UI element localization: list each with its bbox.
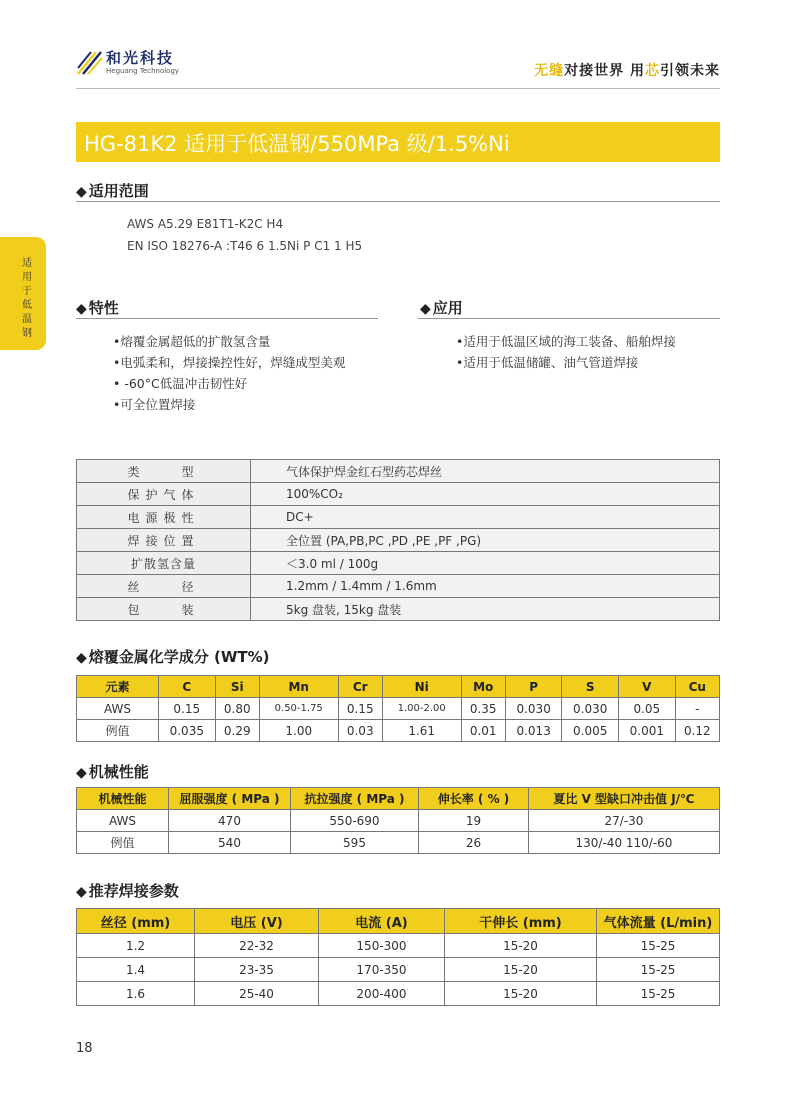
list-item: •适用于低温区域的海工装备、船舶焊接 (456, 334, 676, 349)
table-header-row: 丝径 (mm) 电压 (V) 电流 (A) 干伸长 (mm) 气体流量 (L/min) (77, 909, 720, 934)
table-header-row: 机械性能 屈服强度 ( MPa ) 抗拉强度 ( MPa ) 伸长率 ( % ) 夏比 V 型缺口冲击值 J/℃ (77, 788, 720, 810)
slogan-part-2: 对接世界 用 (564, 63, 645, 79)
table-row: AWS 470 550-690 19 27/-30 (77, 810, 720, 832)
table-row: 包 装 5kg 盘装, 15kg 盘装 (77, 598, 720, 621)
features-list (113, 331, 345, 415)
scope-divider (76, 201, 720, 202)
table-row: 例值 540 595 26 130/-40 110/-60 (77, 832, 720, 854)
chemistry-table (76, 675, 720, 742)
logo-english-name: Heguang Technology (106, 67, 180, 75)
logo-chinese-name: 和光科技 (106, 49, 175, 67)
side-category-tab (0, 237, 46, 350)
slogan-part-1: 无缝 (534, 63, 565, 79)
scope-heading: ◆ 适用范围 (76, 182, 149, 200)
applications-divider (418, 318, 720, 319)
slogan (534, 60, 720, 80)
welding-heading: ◆ 推荐焊接参数 (76, 882, 179, 900)
applications-heading: ◆ 应用 (420, 299, 463, 317)
product-title-bar (76, 122, 720, 162)
table-row: 例值 0.035 0.29 1.00 0.03 1.61 0.01 0.013 0.005 0.001 0.12 (77, 720, 720, 742)
logo-mark-icon (76, 48, 104, 76)
table-header-row: 元素 C Si Mn Cr Ni Mo P S V Cu (77, 676, 720, 698)
list-item: • -60°C低温冲击韧性好 (113, 376, 248, 391)
applications-list (456, 331, 676, 373)
chemistry-heading: ◆ 熔覆金属化学成分 (WT%) (76, 648, 270, 666)
product-properties-table (76, 459, 720, 621)
table-row: 类 型 气体保护焊金红石型药芯焊丝 (77, 460, 720, 483)
table-row: 保护气体 100%CO₂ (77, 483, 720, 506)
list-item: •电弧柔和，焊接操控性好，焊缝成型美观 (113, 355, 346, 370)
welding-parameters-table (76, 908, 720, 1006)
scope-standard-en-iso: EN ISO 18276-A :T46 6 1.5Ni P C1 1 H5 (127, 239, 363, 253)
table-row: 焊接位置 全位置 (PA,PB,PC ,PD ,PE ,PF ,PG) (77, 529, 720, 552)
slogan-part-3: 芯 (645, 63, 660, 79)
scope-standard-aws: AWS A5.29 E81T1-K2C H4 (127, 217, 284, 231)
slogan-part-4: 引领未来 (660, 63, 720, 79)
features-heading: ◆ 特性 (76, 299, 119, 317)
table-row: AWS 0.15 0.80 0.50-1.75 0.15 1.00-2.00 0.35 0.030 0.030 0.05 - (77, 698, 720, 720)
company-logo (76, 44, 186, 80)
scope-standards (127, 213, 362, 257)
list-item: •适用于低温储罐、油气管道焊接 (456, 355, 639, 370)
page-number: 18 (76, 1041, 93, 1056)
side-tab-label: 适用于低温钢 (22, 258, 32, 339)
product-title: HG-81K2 适用于低温钢/550MPa 级/1.5%Ni (84, 132, 510, 156)
table-row: 扩散氢含量 ＜3.0 ml / 100g (77, 552, 720, 575)
table-row: 1.2 22-32 150-300 15-20 15-25 (77, 934, 720, 958)
table-row: 1.6 25-40 200-400 15-20 15-25 (77, 982, 720, 1006)
features-divider (76, 318, 378, 319)
header-divider (76, 88, 720, 89)
table-row: 电源极性 DC+ (77, 506, 720, 529)
mechanical-heading: ◆ 机械性能 (76, 763, 149, 781)
list-item: •可全位置焊接 (113, 397, 196, 412)
table-row: 丝 径 1.2mm / 1.4mm / 1.6mm (77, 575, 720, 598)
mechanical-properties-table (76, 787, 720, 854)
list-item: •熔覆金属超低的扩散氢含量 (113, 334, 271, 349)
table-row: 1.4 23-35 170-350 15-20 15-25 (77, 958, 720, 982)
